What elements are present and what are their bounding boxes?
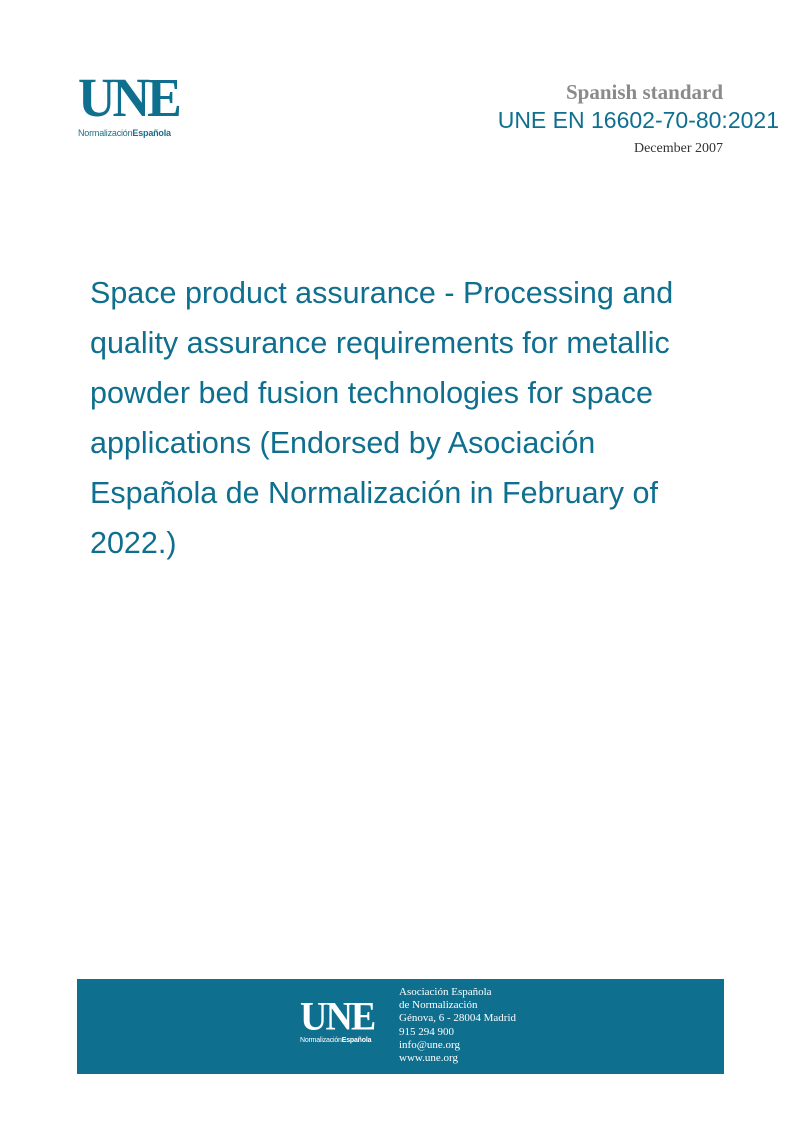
une-logo-subtitle <box>78 128 198 138</box>
standard-code: UNE EN 16602-70-80:2021 <box>497 107 779 133</box>
footer-banner <box>77 979 724 1074</box>
footer-phone: 915 294 900 <box>399 1025 454 1038</box>
footer-logo-subtitle-bold: Española <box>341 1037 372 1044</box>
une-logo <box>78 68 198 138</box>
footer-org-name-line1: Asociación Española <box>399 986 492 998</box>
une-logo-subtitle-regular: Normalización <box>78 128 133 138</box>
une-logo-wordmark: UNE <box>78 68 179 129</box>
document-title: Space product assurance - Processing and quality assurance requirements for metallic powder bed fusion technologies for space applications (Endorsed by Asociación Española de Normalización in February of 2022.) <box>90 276 674 560</box>
footer-address <box>399 986 516 1065</box>
une-logo-subtitle-bold: Española <box>132 128 171 138</box>
footer-logo-subtitle-regular: Normalización <box>300 1037 342 1044</box>
footer-street-address: Génova, 6 - 28004 Madrid <box>399 1012 517 1025</box>
footer-email: info@une.org <box>399 1038 460 1051</box>
footer-website: www.une.org <box>399 1052 458 1065</box>
standard-header <box>497 80 779 158</box>
standard-date: December 2007 <box>633 141 723 156</box>
standard-label: Spanish standard <box>566 80 723 104</box>
footer-logo-wordmark: UNE <box>300 994 375 1039</box>
footer-org-name-line2: de Normalización <box>399 999 478 1012</box>
footer-une-logo <box>300 994 390 1044</box>
